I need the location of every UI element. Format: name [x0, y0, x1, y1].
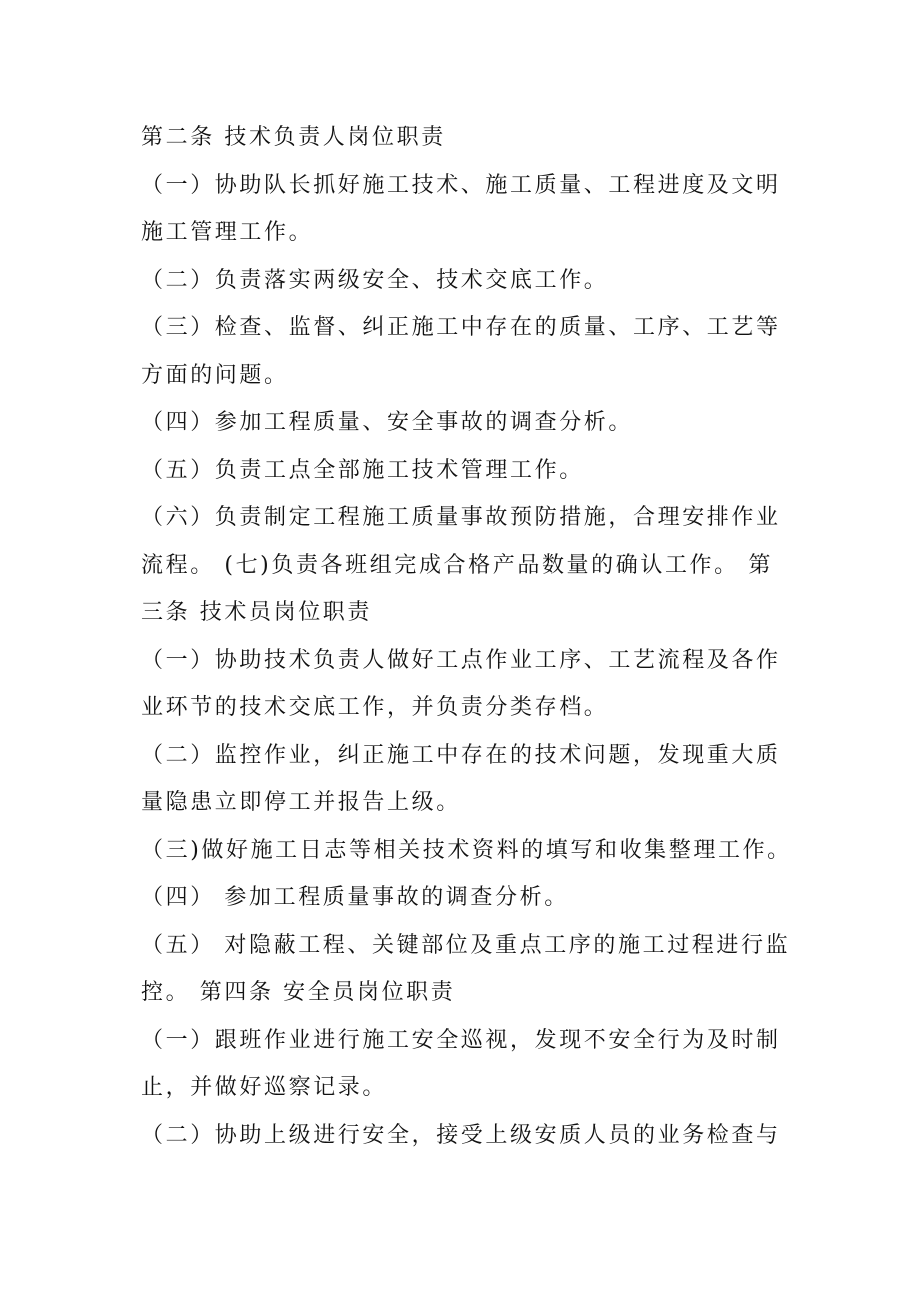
text-line: （五）负责工点全部施工技术管理工作。 [141, 457, 584, 483]
text-line: 第二条 技术负责人岗位职责 [141, 125, 446, 150]
text-line: （四） 参加工程质量事故的调查分析。 [141, 885, 569, 910]
text-line: 控。 第四条 安全员岗位职责 [141, 980, 456, 1005]
text-line: 方面的问题。 [141, 362, 289, 388]
text-line: 止，并做好巡察记录。 [141, 1075, 388, 1100]
text-line: 施工管理工作。 [141, 220, 314, 245]
text-line: 量隐患立即停工并报告上级。 [141, 790, 461, 815]
text-line: （三)做好施工日志等相关技术资料的填写和收集整理工作。 [141, 837, 792, 863]
document-body [141, 114, 792, 1159]
text-line: 三条 技术员岗位职责 [141, 600, 372, 625]
text-line: （五） 对隐蔽工程、关键部位及重点工序的施工过程进行监 [141, 932, 791, 958]
text-line: （一）跟班作业进行施工安全巡视，发现不安全行为及时制 [141, 1027, 781, 1053]
text-line: 业环节的技术交底工作，并负责分类存档。 [141, 695, 609, 720]
text-line: （二）负责落实两级安全、技术交底工作。 [141, 267, 609, 293]
text-line: （一）协助队长抓好施工技术、施工质量、工程进度及文明 [141, 172, 781, 198]
text-line: （一）协助技术负责人做好工点作业工序、工艺流程及各作 [141, 647, 781, 673]
text-line: （三）检查、监督、纠正施工中存在的质量、工序、工艺等 [141, 315, 781, 340]
text-line: （四）参加工程质量、安全事故的调查分析。 [141, 410, 634, 435]
text-line: （二）监控作业，纠正施工中存在的技术问题，发现重大质 [141, 742, 781, 768]
text-line: （六）负责制定工程施工质量事故预防措施，合理安排作业 [141, 505, 781, 530]
text-line: （二）协助上级进行安全，接受上级安质人员的业务检查与 [141, 1122, 781, 1148]
text-line: 流程。 (七)负责各班组完成合格产品数量的确认工作。 第 [141, 552, 773, 578]
